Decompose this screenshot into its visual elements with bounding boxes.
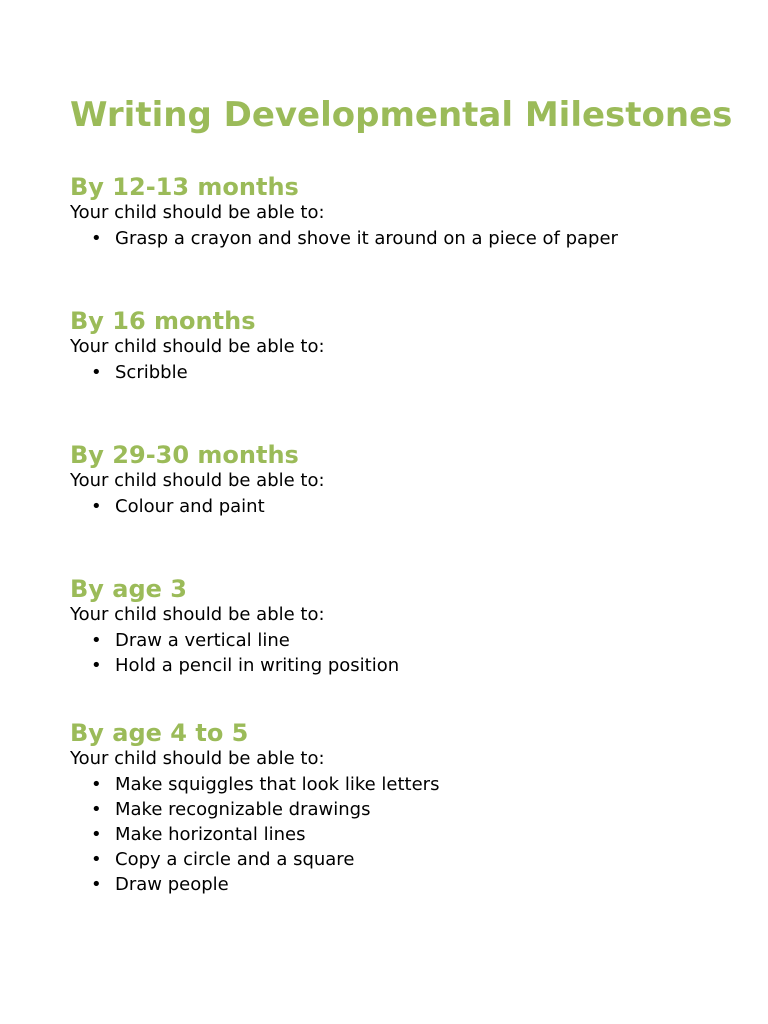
bullet-icon: • bbox=[91, 824, 102, 845]
section-heading: By age 3 bbox=[70, 575, 187, 603]
list-item bbox=[70, 797, 730, 822]
milestone-section bbox=[70, 440, 730, 519]
list-item bbox=[70, 772, 730, 797]
list-item bbox=[70, 226, 730, 251]
list-item-text: Copy a circle and a square bbox=[115, 849, 355, 870]
section-intro: Your child should be able to: bbox=[70, 336, 325, 357]
page-title: Writing Developmental Milestones bbox=[70, 95, 733, 135]
list-item bbox=[70, 628, 730, 653]
bullet-icon: • bbox=[91, 774, 102, 795]
bullet-icon: • bbox=[91, 655, 102, 676]
list-item-text: Make recognizable drawings bbox=[115, 799, 371, 820]
milestone-list bbox=[70, 628, 730, 678]
list-item-text: Colour and paint bbox=[115, 496, 265, 517]
list-item-text: Make squiggles that look like letters bbox=[115, 774, 440, 795]
list-item-text: Draw people bbox=[115, 874, 229, 895]
bullet-icon: • bbox=[91, 228, 102, 249]
list-item bbox=[70, 494, 730, 519]
section-heading: By age 4 to 5 bbox=[70, 719, 249, 747]
bullet-icon: • bbox=[91, 849, 102, 870]
bullet-icon: • bbox=[91, 799, 102, 820]
bullet-icon: • bbox=[91, 630, 102, 651]
bullet-icon: • bbox=[91, 362, 102, 383]
bullet-icon: • bbox=[91, 874, 102, 895]
section-heading: By 16 months bbox=[70, 307, 256, 335]
list-item-text: Scribble bbox=[115, 362, 188, 383]
list-item bbox=[70, 847, 730, 872]
section-heading: By 12-13 months bbox=[70, 173, 299, 201]
list-item-text: Grasp a crayon and shove it around on a piece of paper bbox=[115, 228, 618, 249]
milestone-list bbox=[70, 226, 730, 251]
milestone-list bbox=[70, 494, 730, 519]
milestone-section bbox=[70, 718, 730, 897]
milestone-section bbox=[70, 306, 730, 385]
section-intro: Your child should be able to: bbox=[70, 748, 325, 769]
list-item bbox=[70, 653, 730, 678]
milestone-list bbox=[70, 360, 730, 385]
list-item bbox=[70, 872, 730, 897]
list-item-text: Make horizontal lines bbox=[115, 824, 306, 845]
bullet-icon: • bbox=[91, 496, 102, 517]
section-intro: Your child should be able to: bbox=[70, 604, 325, 625]
list-item-text: Hold a pencil in writing position bbox=[115, 655, 400, 676]
list-item bbox=[70, 822, 730, 847]
list-item-text: Draw a vertical line bbox=[115, 630, 290, 651]
milestone-section bbox=[70, 574, 730, 678]
milestone-list bbox=[70, 772, 730, 897]
section-heading: By 29-30 months bbox=[70, 441, 299, 469]
section-intro: Your child should be able to: bbox=[70, 470, 325, 491]
milestone-section bbox=[70, 172, 730, 251]
section-intro: Your child should be able to: bbox=[70, 202, 325, 223]
list-item bbox=[70, 360, 730, 385]
